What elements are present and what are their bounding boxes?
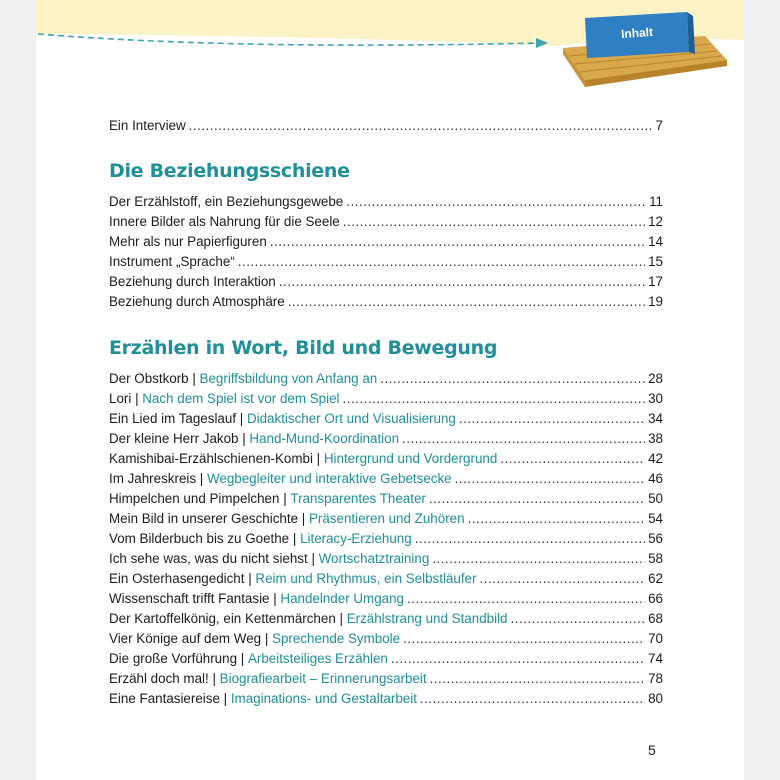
toc-entry-title: Ein Osterhasengedicht (109, 571, 245, 586)
toc-entry[interactable] (109, 689, 663, 709)
toc-entry[interactable] (109, 609, 663, 629)
toc-entry[interactable] (109, 489, 663, 509)
toc-separator: | (131, 391, 143, 406)
toc-page-number: 74 (648, 651, 663, 666)
toc-leader-dots (420, 689, 645, 709)
toc-entry[interactable] (109, 272, 663, 292)
toc-page-number: 15 (648, 254, 663, 269)
toc-entry-subtitle: Präsentieren und Zuhören (308, 511, 465, 526)
toc-separator: | (208, 671, 220, 686)
toc-entry-title: Ein Lied im Tageslauf (109, 411, 237, 426)
page-margin-right (744, 0, 780, 780)
toc-entry-title: Innere Bilder als Nahrung für die Seele (109, 214, 340, 229)
toc-page-number: 50 (648, 491, 663, 506)
toc-entry-title: Eine Fantasiereise (109, 691, 220, 706)
toc-entry[interactable] (109, 569, 663, 589)
toc-entry[interactable] (109, 509, 663, 529)
toc-leader-dots (403, 629, 645, 649)
toc-entry[interactable] (109, 369, 663, 389)
toc-page-number: 54 (648, 511, 663, 526)
toc-entry-subtitle: Wortschatztraining (318, 551, 430, 566)
toc-entry-title: Mehr als nur Papierfiguren (109, 234, 267, 249)
toc-leader-dots (380, 369, 645, 389)
toc-entry-title: Himpelchen und Pimpelchen (109, 491, 280, 506)
toc-leader-dots (346, 192, 646, 212)
toc-page-number: 78 (648, 671, 663, 686)
toc-entry-subtitle: Biografiearbeit – Erinnerungsarbeit (219, 671, 427, 686)
toc-page-number: 68 (648, 611, 663, 626)
toc-leader-dots (432, 549, 645, 569)
wooden-shelf-icon (555, 8, 735, 88)
toc-leader-dots (479, 569, 645, 589)
toc-leader-dots (270, 232, 645, 252)
toc-leader-dots (402, 429, 645, 449)
toc-entry-title: Kamishibai-Erzählschienen-Kombi (109, 451, 313, 466)
toc-page-number: 58 (648, 551, 663, 566)
toc-leader-dots (455, 469, 645, 489)
toc-entry-title: Beziehung durch Atmosphäre (109, 294, 285, 309)
toc-entry-subtitle: Literacy-Erziehung (300, 531, 412, 546)
toc-page-number: 34 (648, 411, 663, 426)
toc-entry-title: Vom Bilderbuch bis zu Goethe (109, 531, 290, 546)
toc-entry-subtitle: Imaginations- und Gestaltarbeit (230, 691, 417, 706)
toc-entry[interactable] (109, 629, 663, 649)
toc-entry-title: Der kleine Herr Jakob (109, 431, 239, 446)
tab-label-inhalt: Inhalt (620, 24, 654, 42)
toc-entry[interactable] (109, 549, 663, 569)
toc-page-number: 12 (648, 214, 663, 229)
toc-entry-subtitle: Hintergrund und Vordergrund (323, 451, 498, 466)
toc-leader-dots (430, 669, 646, 689)
toc-separator: | (196, 471, 207, 486)
toc-entry-subtitle: Reim und Rhythmus, ein Selbstläufer (255, 571, 477, 586)
toc-entry[interactable] (109, 389, 663, 409)
toc-leader-dots (343, 212, 645, 232)
toc-leader-dots (279, 272, 645, 292)
toc-page-number: 14 (648, 234, 663, 249)
toc-leader-dots (407, 589, 645, 609)
toc-separator: | (269, 591, 281, 606)
toc-entry[interactable] (109, 469, 663, 489)
toc-entry[interactable] (109, 252, 663, 272)
toc-entry-title: Im Jahreskreis (109, 471, 197, 486)
toc-page-number: 28 (648, 371, 663, 386)
toc-entry-title: Vier Könige auf dem Weg (109, 631, 262, 646)
toc-separator: | (307, 551, 319, 566)
toc-separator: | (312, 451, 324, 466)
toc-entry-title: Mein Bild in unserer Geschichte (109, 511, 299, 526)
toc-entry-title: Wissenschaft trifft Fantasie (109, 591, 270, 606)
toc-leader-dots (288, 292, 645, 312)
toc-leader-dots (238, 252, 645, 272)
toc-entry[interactable] (109, 649, 663, 669)
toc-leader-dots (429, 489, 645, 509)
toc-separator: | (188, 371, 200, 386)
toc-entry-subtitle: Hand-Mund-Koordination (249, 431, 400, 446)
toc-entry-subtitle: Handelnder Umgang (280, 591, 404, 606)
toc-leader-dots (189, 116, 653, 136)
toc-leader-dots (459, 409, 645, 429)
page-number: 5 (648, 742, 656, 758)
toc-entry-title: Beziehung durch Interaktion (109, 274, 276, 289)
toc-entry-title: Der Obstkorb (109, 371, 189, 386)
toc-leader-dots (500, 449, 645, 469)
toc-separator: | (219, 691, 231, 706)
toc-page-number: 46 (648, 471, 663, 486)
toc-entry[interactable] (109, 589, 663, 609)
toc-page-number: 62 (648, 571, 663, 586)
toc-entry-subtitle: Nach dem Spiel ist vor dem Spiel (142, 391, 340, 406)
toc-page-number: 70 (648, 631, 663, 646)
toc-separator: | (279, 491, 291, 506)
toc-entry-title: Instrument „Sprache“ (109, 254, 235, 269)
toc-separator: | (335, 611, 347, 626)
toc-separator: | (289, 531, 301, 546)
toc-separator: | (244, 571, 256, 586)
toc-entry-subtitle: Erzählstrang und Standbild (346, 611, 508, 626)
toc-page-number: 80 (648, 691, 663, 706)
toc-page-number: 7 (655, 118, 663, 133)
toc-entry-title: Ich sehe was, was du nicht siehst (109, 551, 308, 566)
toc-separator: | (238, 431, 250, 446)
toc-entry-subtitle: Arbeitsteiliges Erzählen (247, 651, 388, 666)
toc-entry[interactable] (109, 669, 663, 689)
section-heading: Die Beziehungsschiene (109, 160, 350, 182)
toc-entry[interactable] (109, 529, 663, 549)
toc-page-number: 56 (648, 531, 663, 546)
toc-entry[interactable] (109, 409, 663, 429)
toc-leader-dots (391, 649, 645, 669)
toc-page-number: 38 (648, 431, 663, 446)
toc-leader-dots (343, 389, 646, 409)
toc-separator: | (237, 651, 248, 666)
toc-entry-title: Erzähl doch mal! (109, 671, 209, 686)
toc-page-number: 66 (648, 591, 663, 606)
page-margin-left (0, 0, 36, 780)
toc-entry[interactable] (109, 212, 663, 232)
toc-leader-dots (415, 529, 645, 549)
toc-entry[interactable] (109, 292, 663, 312)
toc-entry[interactable] (109, 429, 663, 449)
toc-separator: | (261, 631, 273, 646)
toc-entry[interactable] (109, 192, 663, 212)
toc-page-number: 11 (649, 194, 663, 209)
toc-entry-title: Der Kartoffelkönig, ein Kettenmärchen (109, 611, 336, 626)
toc-entry[interactable] (109, 232, 663, 252)
toc-entry-title: Ein Interview (109, 118, 186, 133)
toc-entry-subtitle: Sprechende Symbole (272, 631, 401, 646)
toc-entry-title: Lori (109, 391, 132, 406)
toc-leader-dots (511, 609, 646, 629)
toc-entry-subtitle: Wegbegleiter und interaktive Gebetsecke (206, 471, 452, 486)
toc-page-number: 19 (648, 294, 663, 309)
toc-entry-subtitle: Begriffsbildung von Anfang an (199, 371, 378, 386)
toc-entry-title: Der Erzählstoff, ein Beziehungsgewebe (109, 194, 344, 209)
toc-separator: | (298, 511, 309, 526)
toc-page-number: 17 (648, 274, 663, 289)
toc-page-number: 42 (648, 451, 663, 466)
section-heading: Erzählen in Wort, Bild und Bewegung (109, 337, 498, 359)
toc-entry-subtitle: Didaktischer Ort und Visualisierung (246, 411, 456, 426)
toc-separator: | (236, 411, 247, 426)
toc-page-number: 30 (648, 391, 663, 406)
toc-entry-subtitle: Transparentes Theater (290, 491, 426, 506)
toc-entry-intro[interactable] (109, 116, 663, 136)
toc-entry[interactable] (109, 449, 663, 469)
toc-leader-dots (468, 509, 646, 529)
toc-entry-title: Die große Vorführung (109, 651, 238, 666)
